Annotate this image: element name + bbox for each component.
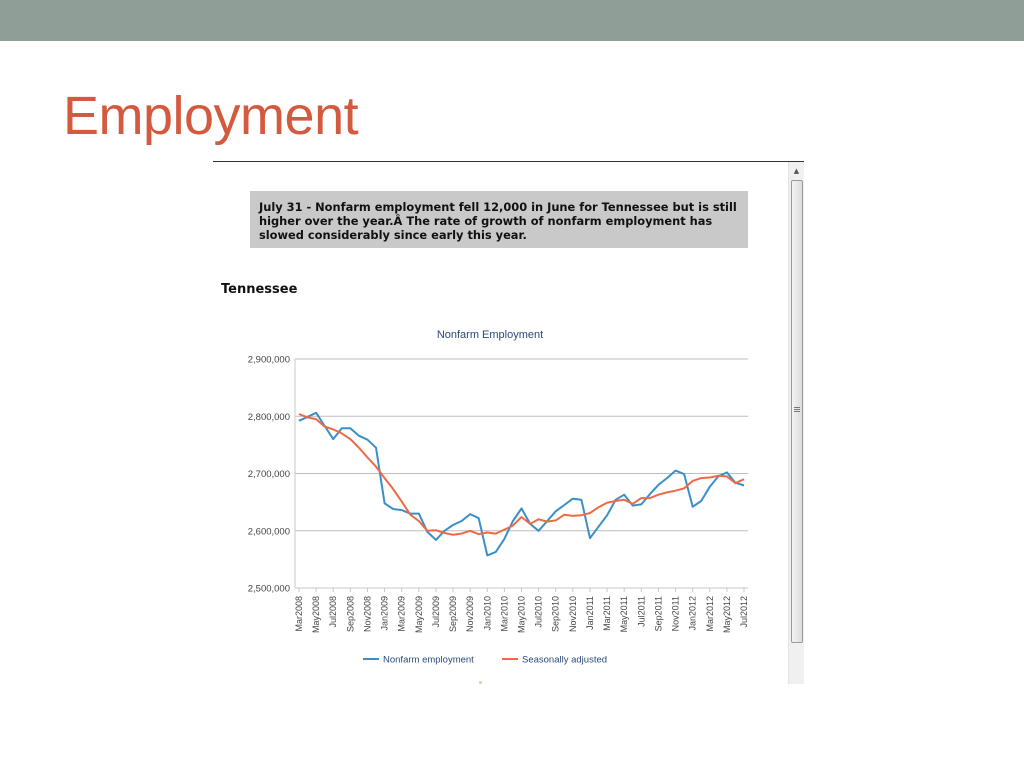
x-tick-label: May2008	[311, 596, 322, 634]
x-tick-label: Jul2008	[328, 596, 339, 628]
x-tick-label: May2011	[619, 596, 630, 633]
nonfarm-employment-chart	[213, 162, 788, 684]
x-tick-label: May2012	[721, 596, 732, 634]
slide-title: Employment	[63, 86, 359, 146]
embedded-web-frame	[213, 161, 804, 684]
x-axis	[294, 588, 749, 633]
x-tick-label: Sep2008	[345, 596, 356, 633]
x-tick-label: Jan2009	[379, 596, 390, 631]
top-band	[0, 0, 1024, 41]
state-heading: Tennessee	[221, 282, 298, 297]
x-tick-label: Mar2008	[294, 596, 304, 632]
scroll-thumb[interactable]	[791, 180, 803, 643]
y-tick-label: 2,600,000	[247, 526, 290, 538]
loading-indicator	[479, 681, 482, 684]
x-tick-label: Nov2008	[362, 596, 373, 633]
x-tick-label: Sep2009	[448, 596, 459, 633]
series-line-nonfarm-employment	[299, 413, 744, 556]
x-tick-label: Mar2011	[602, 596, 613, 631]
legend-label[interactable]: Nonfarm employment	[383, 654, 474, 666]
y-tick-label: 2,900,000	[247, 354, 290, 366]
x-tick-label: Mar2009	[396, 596, 407, 632]
x-tick-label: Mar2010	[499, 596, 510, 632]
y-tick-label: 2,500,000	[247, 583, 290, 595]
notice-box: July 31 - Nonfarm employment fell 12,000 in June for Tennessee but is still higher over the year.Â The rate of growth of nonfarm employment has slowed considerably since early this year.	[250, 191, 748, 248]
y-axis	[248, 355, 295, 595]
x-tick-label: Jan2011	[584, 596, 595, 630]
series-lines	[299, 413, 744, 556]
x-tick-label: Jul2009	[430, 596, 441, 628]
x-tick-label: Sep2010	[550, 596, 561, 633]
x-tick-label: Jan2010	[482, 596, 493, 631]
x-tick-label: Jul2011	[636, 596, 647, 627]
x-tick-label: Jan2012	[687, 596, 698, 631]
x-tick-label: May2010	[516, 596, 527, 634]
x-tick-label: Nov2010	[567, 596, 578, 633]
x-tick-label: Nov2011	[670, 596, 681, 632]
x-tick-label: Sep2011	[653, 596, 664, 632]
x-tick-label: Jul2010	[533, 596, 544, 628]
x-tick-label: Jul2012	[739, 596, 749, 628]
vertical-scrollbar[interactable]	[788, 162, 804, 684]
legend-label[interactable]: Seasonally adjusted	[522, 654, 608, 666]
y-tick-label: 2,800,000	[247, 411, 290, 423]
chart-title: Nonfarm Employment	[436, 329, 544, 341]
scroll-up-arrow-icon[interactable]: ▲	[793, 167, 800, 175]
series-line-seasonally-adjusted	[299, 414, 744, 535]
grip-icon	[794, 407, 800, 412]
chart-legend[interactable]	[363, 655, 607, 666]
x-tick-label: Mar2012	[704, 596, 715, 632]
x-tick-label: Nov2009	[465, 596, 476, 633]
x-tick-label: May2009	[413, 596, 424, 634]
y-tick-label: 2,700,000	[247, 469, 290, 480]
